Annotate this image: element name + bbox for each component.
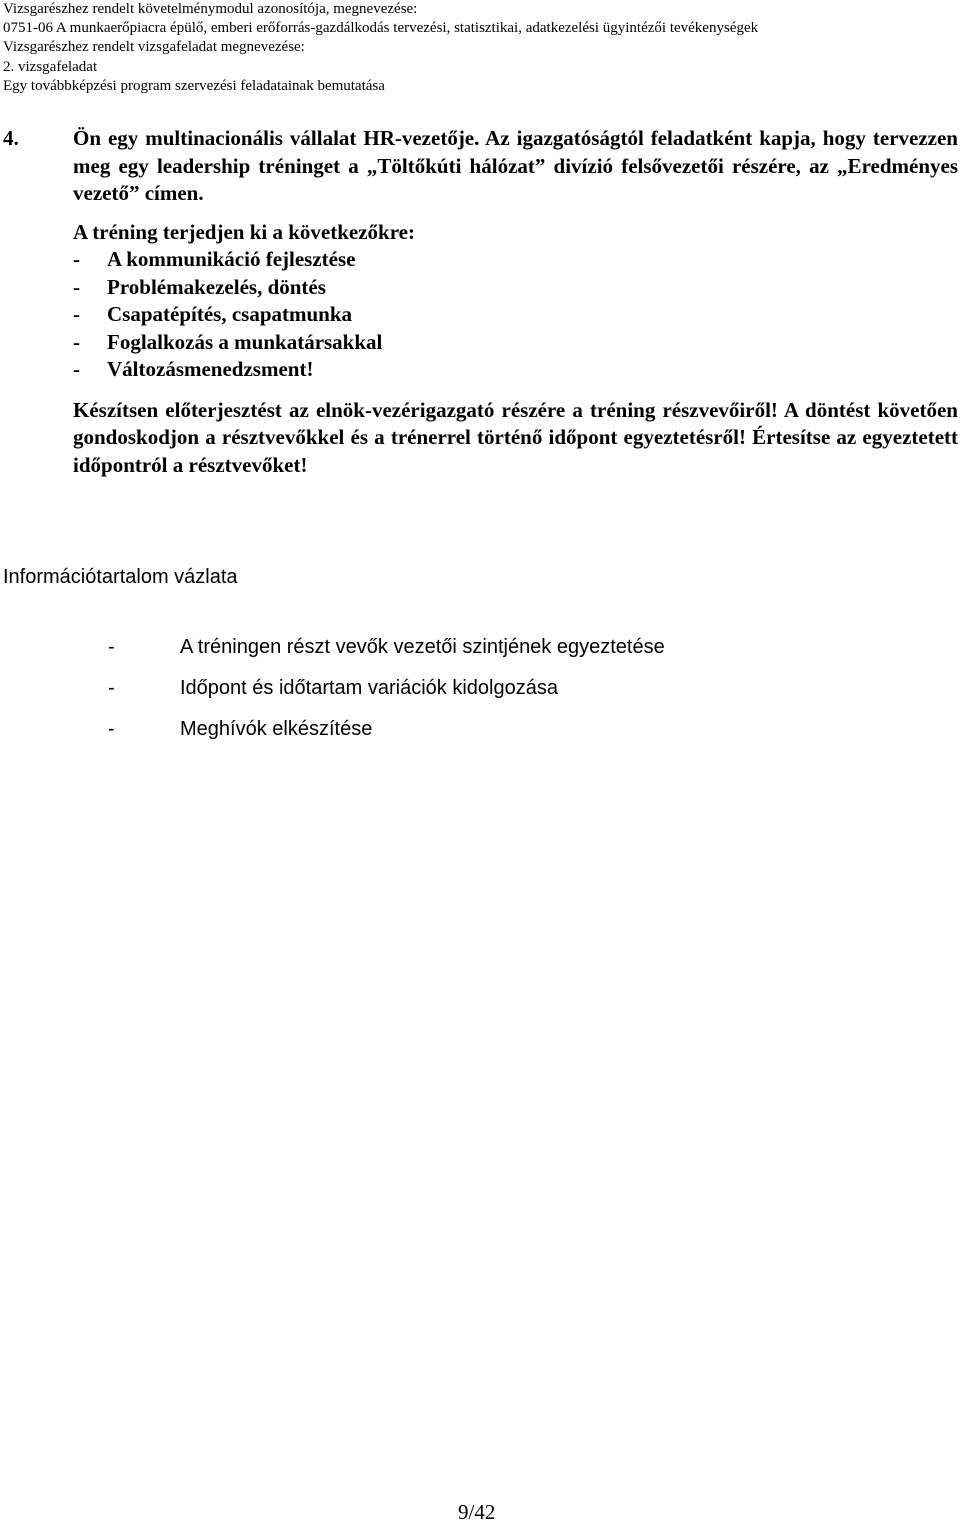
outline-list xyxy=(108,630,665,753)
header-line-module-label: Vizsgarészhez rendelt követelménymodul azonosítója, megnevezése: xyxy=(3,1,418,17)
topic-label: Csapatépítés, csapatmunka xyxy=(107,302,353,326)
document-header xyxy=(3,0,953,96)
list-item xyxy=(73,246,958,274)
list-item xyxy=(108,671,665,712)
header-line-task-name: Egy továbbképzési program szervezési feladatainak bemutatása xyxy=(3,77,385,94)
topic-label: Problémakezelés, döntés xyxy=(107,274,326,299)
list-item xyxy=(108,712,665,753)
topic-list xyxy=(73,246,958,384)
bullet-dash: - xyxy=(73,247,80,271)
list-item xyxy=(73,329,958,357)
task-number: 4. xyxy=(3,126,19,150)
bullet-dash: - xyxy=(73,302,80,326)
list-item xyxy=(108,630,665,671)
list-item xyxy=(73,356,958,384)
bullet-dash: - xyxy=(73,357,80,381)
topic-label: A kommunikáció fejlesztése xyxy=(107,247,356,271)
task-body xyxy=(73,125,958,479)
task-scope-lead: A tréning terjedjen ki a következőkre: xyxy=(73,219,415,244)
outline-title: Információtartalom vázlata xyxy=(3,566,238,588)
header-line-task-number: 2. vizsgafeladat xyxy=(3,58,98,75)
bullet-dash: - xyxy=(108,677,115,699)
outline-item-label: Időpont és időtartam variációk kidolgozása xyxy=(180,677,558,699)
page-number: 9/42 xyxy=(458,1500,496,1524)
list-item xyxy=(73,301,958,329)
bullet-dash: - xyxy=(108,636,115,658)
task-intro: Ön egy multinacionális vállalat HR-vezetője. Az igazgatóságtól feladatként kapja, hogy tervezzen meg egy leadership tréninget a „Töltőkúti hálózat” divízió felsővezetői részére, az „Eredményes vezető” címen. xyxy=(73,126,958,205)
topic-label: Változásmenedzsment! xyxy=(107,357,314,381)
bullet-dash: - xyxy=(108,718,115,740)
outline-item-label: A tréningen részt vevők vezetői szintjének egyeztetése xyxy=(180,636,665,658)
header-line-task-label: Vizsgarészhez rendelt vizsgafeladat megnevezése: xyxy=(3,39,305,56)
outline-item-label: Meghívók elkészítése xyxy=(180,718,373,740)
task-instructions: Készítsen előterjesztést az elnök-vezérigazgató részére a tréning részvevőiről! A döntést követően gondoskodjon a résztvevőkkel és a trénerrel történő időpont egyeztetésről! Értesítse az egyeztetett időpontról a résztvevőket! xyxy=(73,397,958,477)
bullet-dash: - xyxy=(73,329,80,354)
topic-label: Foglalkozás a munkatársakkal xyxy=(107,329,383,354)
header-line-module-name: 0751-06 A munkaerőpiacra épülő, emberi erőforrás-gazdálkodás tervezési, statisztikai, adatkezelési ügyintézői tevékenységek xyxy=(3,20,759,37)
list-item xyxy=(73,274,958,302)
bullet-dash: - xyxy=(73,274,80,299)
